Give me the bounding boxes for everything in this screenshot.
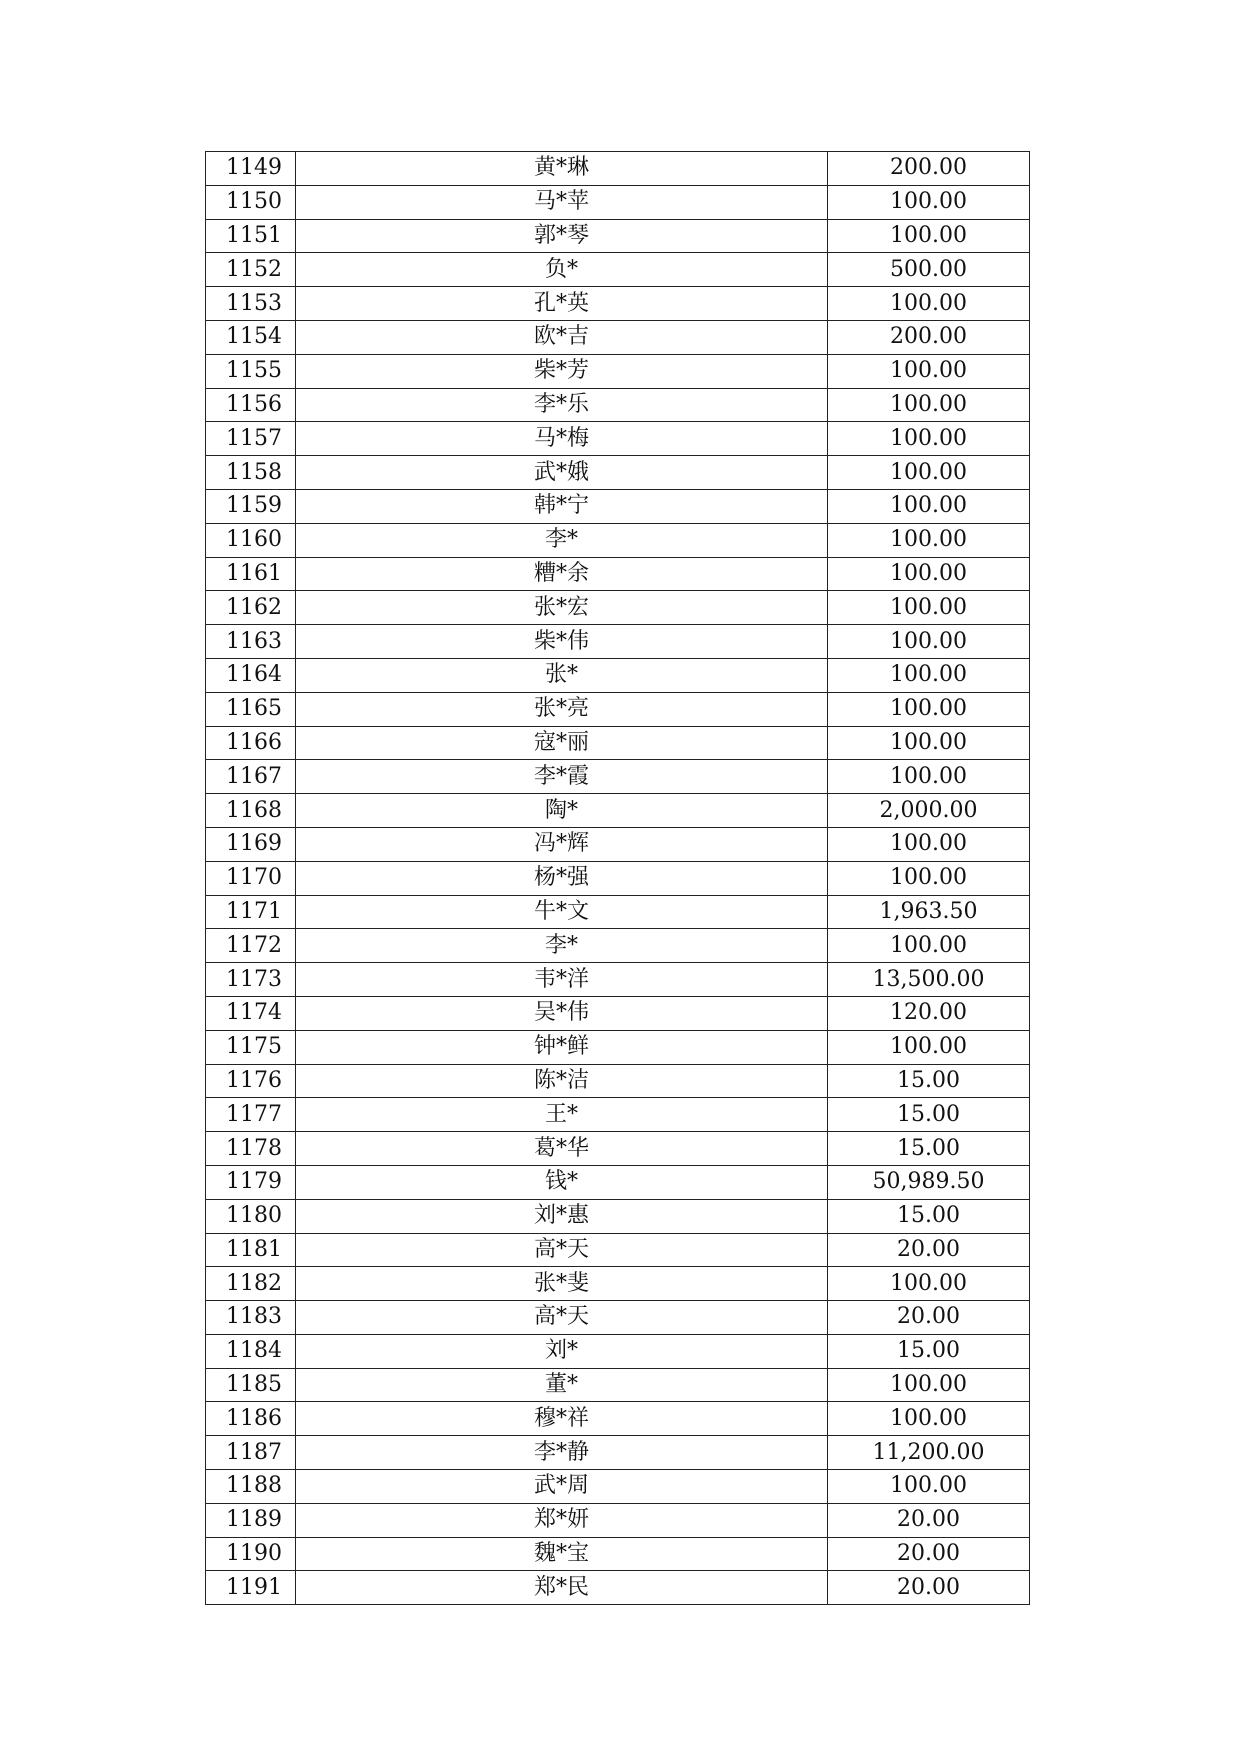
amount-cell: 100.00 xyxy=(828,523,1030,557)
donor-name-cell: 李*乐 xyxy=(296,388,828,422)
donor-name-cell: 马*苹 xyxy=(296,185,828,219)
donor-name-cell: 魏*宝 xyxy=(296,1537,828,1571)
table-row xyxy=(206,658,1030,692)
amount-cell: 100.00 xyxy=(828,658,1030,692)
donor-name-cell: 负* xyxy=(296,253,828,287)
table-row xyxy=(206,1301,1030,1335)
table-row xyxy=(206,185,1030,219)
table-row xyxy=(206,591,1030,625)
row-number-cell: 1162 xyxy=(206,591,296,625)
row-number-cell: 1168 xyxy=(206,794,296,828)
donor-name-cell: 李* xyxy=(296,929,828,963)
row-number-cell: 1177 xyxy=(206,1098,296,1132)
table-row xyxy=(206,726,1030,760)
table-row xyxy=(206,1368,1030,1402)
amount-cell: 15.00 xyxy=(828,1098,1030,1132)
donor-name-cell: 穆*祥 xyxy=(296,1402,828,1436)
amount-cell: 50,989.50 xyxy=(828,1165,1030,1199)
amount-cell: 15.00 xyxy=(828,1199,1030,1233)
amount-cell: 20.00 xyxy=(828,1537,1030,1571)
table-row xyxy=(206,895,1030,929)
row-number-cell: 1185 xyxy=(206,1368,296,1402)
donor-name-cell: 欧*吉 xyxy=(296,320,828,354)
donor-name-cell: 冯*辉 xyxy=(296,827,828,861)
donor-name-cell: 郑*妍 xyxy=(296,1503,828,1537)
table-row xyxy=(206,557,1030,591)
amount-cell: 2,000.00 xyxy=(828,794,1030,828)
amount-cell: 100.00 xyxy=(828,1368,1030,1402)
table-row xyxy=(206,253,1030,287)
amount-cell: 15.00 xyxy=(828,1132,1030,1166)
table-row xyxy=(206,827,1030,861)
amount-cell: 15.00 xyxy=(828,1334,1030,1368)
table-body xyxy=(206,152,1030,1605)
table-row xyxy=(206,929,1030,963)
row-number-cell: 1151 xyxy=(206,219,296,253)
amount-cell: 100.00 xyxy=(828,287,1030,321)
row-number-cell: 1186 xyxy=(206,1402,296,1436)
donor-name-cell: 高*天 xyxy=(296,1233,828,1267)
table-row xyxy=(206,354,1030,388)
table-row xyxy=(206,1064,1030,1098)
table-row xyxy=(206,1571,1030,1605)
amount-cell: 100.00 xyxy=(828,185,1030,219)
row-number-cell: 1189 xyxy=(206,1503,296,1537)
row-number-cell: 1149 xyxy=(206,152,296,186)
table-row xyxy=(206,219,1030,253)
table-row xyxy=(206,1199,1030,1233)
table-row xyxy=(206,287,1030,321)
donor-name-cell: 陶* xyxy=(296,794,828,828)
amount-cell: 20.00 xyxy=(828,1503,1030,1537)
amount-cell: 1,963.50 xyxy=(828,895,1030,929)
table-row xyxy=(206,1334,1030,1368)
row-number-cell: 1161 xyxy=(206,557,296,591)
row-number-cell: 1152 xyxy=(206,253,296,287)
amount-cell: 100.00 xyxy=(828,726,1030,760)
table-row xyxy=(206,388,1030,422)
donor-name-cell: 钱* xyxy=(296,1165,828,1199)
amount-cell: 100.00 xyxy=(828,861,1030,895)
amount-cell: 200.00 xyxy=(828,320,1030,354)
donor-name-cell: 董* xyxy=(296,1368,828,1402)
amount-cell: 15.00 xyxy=(828,1064,1030,1098)
row-number-cell: 1159 xyxy=(206,489,296,523)
row-number-cell: 1163 xyxy=(206,625,296,659)
table-row xyxy=(206,1132,1030,1166)
row-number-cell: 1171 xyxy=(206,895,296,929)
amount-cell: 100.00 xyxy=(828,591,1030,625)
row-number-cell: 1182 xyxy=(206,1267,296,1301)
amount-cell: 20.00 xyxy=(828,1233,1030,1267)
amount-cell: 100.00 xyxy=(828,557,1030,591)
amount-cell: 100.00 xyxy=(828,929,1030,963)
amount-cell: 100.00 xyxy=(828,692,1030,726)
donor-name-cell: 黄*琳 xyxy=(296,152,828,186)
amount-cell: 100.00 xyxy=(828,422,1030,456)
row-number-cell: 1165 xyxy=(206,692,296,726)
row-number-cell: 1157 xyxy=(206,422,296,456)
row-number-cell: 1176 xyxy=(206,1064,296,1098)
table-row xyxy=(206,963,1030,997)
table-row xyxy=(206,861,1030,895)
amount-cell: 100.00 xyxy=(828,219,1030,253)
row-number-cell: 1153 xyxy=(206,287,296,321)
table-row xyxy=(206,523,1030,557)
donor-name-cell: 王* xyxy=(296,1098,828,1132)
donor-name-cell: 陈*洁 xyxy=(296,1064,828,1098)
table-row xyxy=(206,456,1030,490)
row-number-cell: 1160 xyxy=(206,523,296,557)
table-row xyxy=(206,1030,1030,1064)
row-number-cell: 1172 xyxy=(206,929,296,963)
donor-name-cell: 寇*丽 xyxy=(296,726,828,760)
row-number-cell: 1187 xyxy=(206,1436,296,1470)
amount-cell: 100.00 xyxy=(828,388,1030,422)
table-row xyxy=(206,320,1030,354)
row-number-cell: 1156 xyxy=(206,388,296,422)
table-row xyxy=(206,692,1030,726)
amount-cell: 20.00 xyxy=(828,1571,1030,1605)
table-row xyxy=(206,1402,1030,1436)
donor-name-cell: 武*周 xyxy=(296,1470,828,1504)
table-row xyxy=(206,996,1030,1030)
table-row xyxy=(206,794,1030,828)
donor-name-cell: 张*斐 xyxy=(296,1267,828,1301)
table-row xyxy=(206,1098,1030,1132)
row-number-cell: 1184 xyxy=(206,1334,296,1368)
amount-cell: 100.00 xyxy=(828,1470,1030,1504)
donor-name-cell: 韦*洋 xyxy=(296,963,828,997)
donor-name-cell: 吴*伟 xyxy=(296,996,828,1030)
donor-name-cell: 张* xyxy=(296,658,828,692)
table-row xyxy=(206,1267,1030,1301)
donor-name-cell: 杨*强 xyxy=(296,861,828,895)
amount-cell: 13,500.00 xyxy=(828,963,1030,997)
amount-cell: 100.00 xyxy=(828,827,1030,861)
donor-name-cell: 韩*宁 xyxy=(296,489,828,523)
table-row xyxy=(206,152,1030,186)
amount-cell: 100.00 xyxy=(828,1267,1030,1301)
donor-name-cell: 钟*鲜 xyxy=(296,1030,828,1064)
donor-name-cell: 糟*余 xyxy=(296,557,828,591)
table-row xyxy=(206,1436,1030,1470)
table-row xyxy=(206,1165,1030,1199)
table-row xyxy=(206,422,1030,456)
row-number-cell: 1154 xyxy=(206,320,296,354)
row-number-cell: 1164 xyxy=(206,658,296,692)
table-row xyxy=(206,1537,1030,1571)
row-number-cell: 1169 xyxy=(206,827,296,861)
donor-name-cell: 张*宏 xyxy=(296,591,828,625)
row-number-cell: 1174 xyxy=(206,996,296,1030)
amount-cell: 100.00 xyxy=(828,625,1030,659)
donor-name-cell: 柴*伟 xyxy=(296,625,828,659)
donor-name-cell: 高*天 xyxy=(296,1301,828,1335)
amount-cell: 100.00 xyxy=(828,1402,1030,1436)
row-number-cell: 1181 xyxy=(206,1233,296,1267)
amount-cell: 100.00 xyxy=(828,1030,1030,1064)
donor-name-cell: 刘*惠 xyxy=(296,1199,828,1233)
row-number-cell: 1158 xyxy=(206,456,296,490)
amount-cell: 500.00 xyxy=(828,253,1030,287)
donor-name-cell: 马*梅 xyxy=(296,422,828,456)
row-number-cell: 1180 xyxy=(206,1199,296,1233)
row-number-cell: 1183 xyxy=(206,1301,296,1335)
row-number-cell: 1150 xyxy=(206,185,296,219)
amount-cell: 100.00 xyxy=(828,760,1030,794)
row-number-cell: 1188 xyxy=(206,1470,296,1504)
donor-name-cell: 郭*琴 xyxy=(296,219,828,253)
donor-name-cell: 郑*民 xyxy=(296,1571,828,1605)
donor-name-cell: 李*静 xyxy=(296,1436,828,1470)
amount-cell: 11,200.00 xyxy=(828,1436,1030,1470)
donor-name-cell: 李* xyxy=(296,523,828,557)
row-number-cell: 1178 xyxy=(206,1132,296,1166)
donor-name-cell: 刘* xyxy=(296,1334,828,1368)
donor-name-cell: 张*亮 xyxy=(296,692,828,726)
table-row xyxy=(206,1470,1030,1504)
row-number-cell: 1155 xyxy=(206,354,296,388)
row-number-cell: 1167 xyxy=(206,760,296,794)
donor-name-cell: 葛*华 xyxy=(296,1132,828,1166)
table-row xyxy=(206,1233,1030,1267)
row-number-cell: 1166 xyxy=(206,726,296,760)
amount-cell: 200.00 xyxy=(828,152,1030,186)
donor-name-cell: 李*霞 xyxy=(296,760,828,794)
table-row xyxy=(206,760,1030,794)
row-number-cell: 1191 xyxy=(206,1571,296,1605)
amount-cell: 100.00 xyxy=(828,354,1030,388)
row-number-cell: 1170 xyxy=(206,861,296,895)
row-number-cell: 1179 xyxy=(206,1165,296,1199)
table-row xyxy=(206,1503,1030,1537)
row-number-cell: 1175 xyxy=(206,1030,296,1064)
donor-name-cell: 柴*芳 xyxy=(296,354,828,388)
donor-name-cell: 武*娥 xyxy=(296,456,828,490)
amount-cell: 20.00 xyxy=(828,1301,1030,1335)
amount-cell: 100.00 xyxy=(828,456,1030,490)
amount-cell: 100.00 xyxy=(828,489,1030,523)
row-number-cell: 1173 xyxy=(206,963,296,997)
row-number-cell: 1190 xyxy=(206,1537,296,1571)
donor-name-cell: 牛*文 xyxy=(296,895,828,929)
donor-name-cell: 孔*英 xyxy=(296,287,828,321)
donation-table xyxy=(205,151,1030,1605)
table-row xyxy=(206,489,1030,523)
amount-cell: 120.00 xyxy=(828,996,1030,1030)
table-row xyxy=(206,625,1030,659)
